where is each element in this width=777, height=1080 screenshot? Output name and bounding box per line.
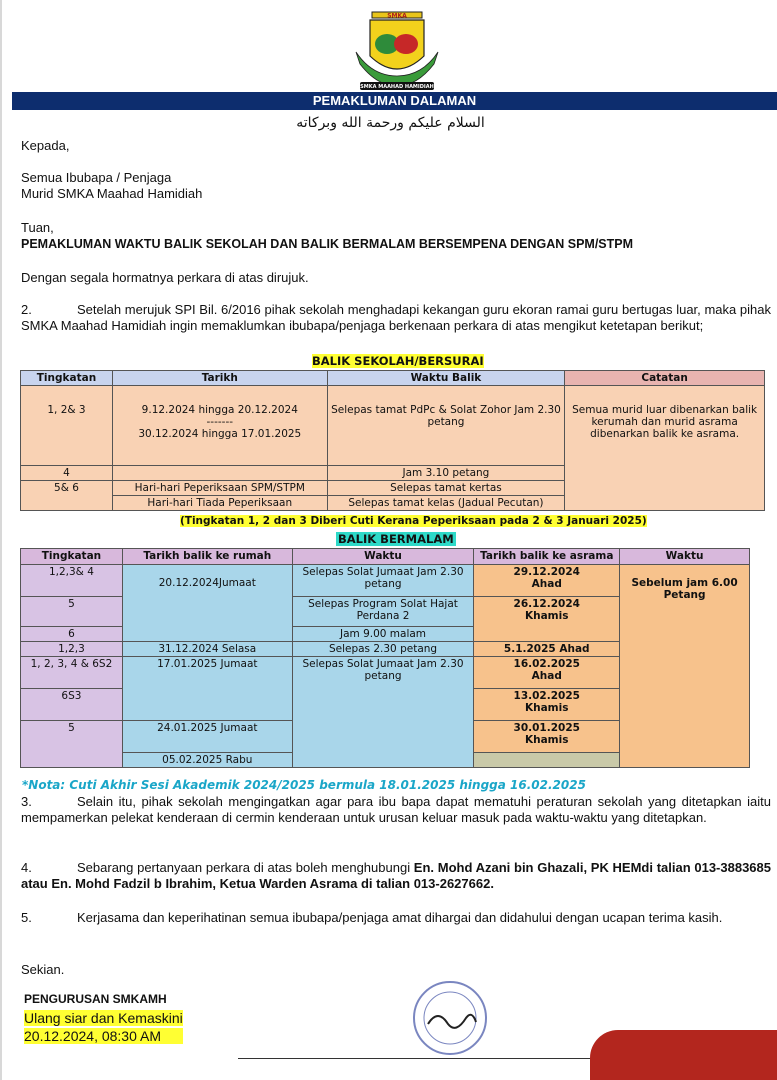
kepada-label: Kepada, xyxy=(21,138,70,153)
table2-final-waktu: Sebelum jam 6.00 Petang xyxy=(620,565,750,768)
table2-cell: 6 xyxy=(21,627,123,642)
svg-text:SMKA MAAHAD HAMIDIAH: SMKA MAAHAD HAMIDIAH xyxy=(360,84,434,90)
signature-block xyxy=(24,992,183,1044)
table2-cell: 24.01.2025 Jumaat xyxy=(122,721,292,753)
divider xyxy=(238,1058,638,1059)
opening-line: Dengan segala hormatnya perkara di atas dirujuk. xyxy=(21,270,309,285)
table1-catatan: Semua murid luar dibenarkan balik kerumah dan murid asrama dibenarkan balik ke asrama. xyxy=(565,386,765,511)
table2-header: Tarikh balik ke rumah xyxy=(122,549,292,565)
table2-cell-asrama: 30.01.2025 Khamis xyxy=(474,721,620,753)
table1-cell: Selepas tamat kelas (Jadual Pecutan) xyxy=(327,496,565,511)
table1-cell: Selepas tamat kertas xyxy=(327,481,565,496)
table2-cell: 31.12.2024 Selasa xyxy=(122,642,292,657)
table1-cell-tarikh: 9.12.2024 hingga 20.12.2024 ------- 30.12.2024 hingga 17.01.2025 xyxy=(112,386,327,466)
salutation: Tuan, xyxy=(21,220,54,235)
table2-cell: Jam 9.00 malam xyxy=(292,627,474,642)
table2-cell-asrama: 16.02.2025 Ahad xyxy=(474,657,620,689)
signatory: PENGURUSAN SMKAMH xyxy=(24,992,167,1006)
updated-line-2: 20.12.2024, 08:30 AM xyxy=(24,1028,183,1044)
para3-number: 3. xyxy=(21,794,32,809)
para3-text: Selain itu, pihak sekolah mengingatkan agar para ibu bapa dapat mematuhi peraturan sekolah yang ditetapkan iaitu mempamerkan pelekat kenderaan di cermin kenderaan untuk urusan keluar masuk pada waktu-waktu yang ditetapkan. xyxy=(21,794,771,825)
table2-cell xyxy=(474,753,620,768)
corner-decoration xyxy=(590,1030,777,1080)
table1-cell: Hari-hari Peperiksaan SPM/STPM xyxy=(112,481,327,496)
table2-title: BALIK BERMALAM xyxy=(338,532,454,546)
table2-cell: Selepas Solat Jumaat Jam 2.30 petang xyxy=(292,657,474,768)
table2-header: Tingkatan xyxy=(21,549,123,565)
school-stamp xyxy=(410,978,490,1058)
table1-cell: Jam 3.10 petang xyxy=(327,466,565,481)
school-dismissal-table xyxy=(20,370,765,511)
holiday-note: *Nota: Cuti Akhir Sesi Akademik 2024/2025 bermula 18.01.2025 hingga 16.02.2025 xyxy=(22,778,586,792)
para5-number: 5. xyxy=(21,910,32,925)
table1-title: BALIK SEKOLAH/BERSURAI xyxy=(312,354,484,368)
table2-cell-asrama: 13.02.2025 Khamis xyxy=(474,689,620,721)
recipient-line-1: Semua Ibubapa / Penjaga xyxy=(21,170,172,185)
svg-text:SMKA: SMKA xyxy=(387,12,407,20)
salam-greeting: السلام عليكم ورحمة الله وبركاته xyxy=(296,115,485,131)
table2-header: Waktu xyxy=(292,549,474,565)
table1-cell: Selepas tamat PdPc & Solat Zohor Jam 2.30 petang xyxy=(327,386,565,466)
para4-text: Sebarang pertanyaan perkara di atas boleh menghubungi En. Mohd Azani bin Ghazali, PK HEMdi talian 013-3883685 atau En. Mohd Fadzil b Ibrahim, Ketua Warden Asrama di talian 013-2627662. xyxy=(21,860,771,891)
table2-cell: 1,2,3 xyxy=(21,642,123,657)
table1-cell: 1, 2& 3 xyxy=(21,386,113,466)
table2-cell-asrama: 26.12.2024 Khamis xyxy=(474,597,620,642)
table2-cell: 1,2,3& 4 xyxy=(21,565,123,597)
para4-number: 4. xyxy=(21,860,32,875)
table2-cell: Selepas 2.30 petang xyxy=(292,642,474,657)
table2-cell: 5 xyxy=(21,597,123,627)
table2-cell: 05.02.2025 Rabu xyxy=(122,753,292,768)
table1-cell: Hari-hari Tiada Peperiksaan xyxy=(112,496,327,511)
table2-cell: Selepas Solat Jumaat Jam 2.30 petang xyxy=(292,565,474,597)
table2-cell: 6S3 xyxy=(21,689,123,721)
table1-header: Tingkatan xyxy=(21,371,113,386)
table1-header: Catatan xyxy=(565,371,765,386)
updated-line-1: Ulang siar dan Kemaskini xyxy=(24,1010,183,1026)
recipient-line-2: Murid SMKA Maahad Hamidiah xyxy=(21,186,203,201)
table2-cell: 5.1.2025 Ahad xyxy=(474,642,620,657)
closing-line: Sekian. xyxy=(21,962,65,977)
table2-cell: 5 xyxy=(21,721,123,768)
overnight-return-table xyxy=(20,548,750,768)
table2-cell: Selepas Program Solat Hajat Perdana 2 xyxy=(292,597,474,627)
table2-cell: 20.12.2024Jumaat xyxy=(122,565,292,642)
school-logo xyxy=(342,4,452,92)
table2-cell: 17.01.2025 Jumaat xyxy=(122,657,292,721)
table2-header: Tarikh balik ke asrama xyxy=(474,549,620,565)
table1-footnote: (Tingkatan 1, 2 dan 3 Diberi Cuti Kerana Peperiksaan pada 2 & 3 Januari 2025) xyxy=(180,515,647,527)
letter-subject: PEMAKLUMAN WAKTU BALIK SEKOLAH DAN BALIK BERMALAM BERSEMPENA DENGAN SPM/STPM xyxy=(21,237,634,251)
table2-cell: 1, 2, 3, 4 & 6S2 xyxy=(21,657,123,689)
table1-cell: 4 xyxy=(21,466,113,481)
table1-header: Waktu Balik xyxy=(327,371,565,386)
para2-text: Setelah merujuk SPI Bil. 6/2016 pihak sekolah menghadapi kekangan guru ekoran ramai guru bertugas luar, maka pihak SMKA Maahad Hamidiah ingin memaklumkan ibubapa/penjaga berkenaan perkara di atas mengikut ketetapan berikut; xyxy=(21,302,771,333)
table1-cell: 5& 6 xyxy=(21,481,113,511)
table2-cell-asrama: 29.12.2024 Ahad xyxy=(474,565,620,597)
table2-header: Waktu xyxy=(620,549,750,565)
para2-number: 2. xyxy=(21,302,32,317)
para5-text: Kerjasama dan keperihatinan semua ibubapa/penjaga amat dihargai dan didahului dengan ucapan terima kasih. xyxy=(77,910,723,925)
table1-header: Tarikh xyxy=(112,371,327,386)
banner-title: PEMAKLUMAN DALAMAN xyxy=(12,92,777,110)
table1-cell xyxy=(112,466,327,481)
